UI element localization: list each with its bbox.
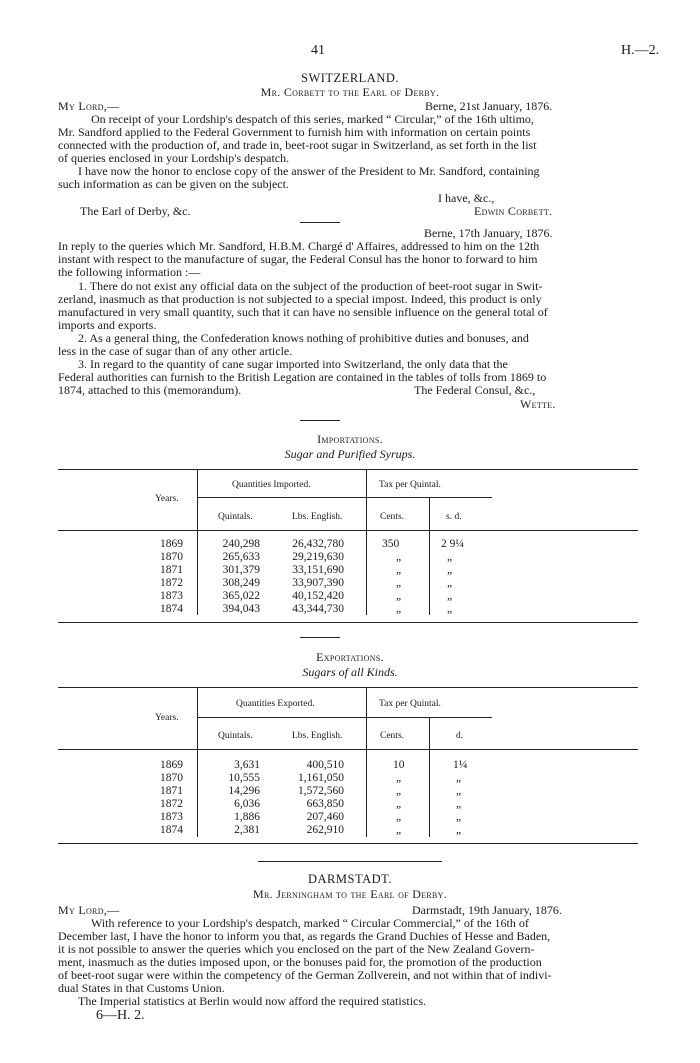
cell-lbs: 43,344,730 (292, 603, 344, 615)
cell-quintals: 365,022 (222, 590, 260, 602)
paragraph-line: connected with the production of, and trade in, beet-root sugar in Switzerland, as set forth in the list (58, 138, 537, 152)
page-number: 41 (311, 43, 325, 58)
place-date: Berne, 17th January, 1876. (424, 226, 553, 240)
cell-sd: „ (447, 603, 453, 615)
signature-mark: 6—H. 2. (96, 1008, 145, 1023)
column-group-tax: Tax per Quintal. (379, 480, 441, 490)
cell-cents: „ (396, 577, 402, 589)
cell-cents: „ (396, 785, 402, 797)
cell-year: 1874 (160, 824, 183, 836)
list-item-line: 1. There do not exist any official data on the subject of the production of beet-root sugar in Swit- (78, 279, 543, 293)
column-header-sd: s. d. (446, 512, 462, 522)
column-group-quantities: Quantities Imported. (232, 480, 311, 490)
cell-year: 1871 (160, 785, 183, 797)
paragraph-line: On receipt of your Lordship's despatch of this series, marked “ Circular,” of the 16th ultimo, (91, 112, 534, 126)
cell-sd: „ (447, 551, 453, 563)
paragraph-line: December last, I have the honor to inform you that, as regards the Grand Duchies of Hesse and Baden, (58, 929, 551, 943)
divider (300, 637, 340, 638)
divider (258, 861, 442, 862)
cell-quintals: 1,886 (234, 811, 260, 823)
document-reference: H.—2. (621, 43, 660, 58)
column-header-quintals: Quintals. (218, 731, 253, 741)
cell-d: „ (456, 772, 462, 784)
list-item-line: imports and exports. (58, 318, 157, 332)
column-group-tax: Tax per Quintal. (379, 699, 441, 709)
column-header-cents: Cents. (380, 731, 405, 741)
cell-cents: „ (396, 824, 402, 836)
paragraph-line: Mr. Sandford applied to the Federal Government to furnish him with information on certain points (58, 125, 531, 139)
cell-quintals: 308,249 (222, 577, 260, 589)
cell-cents: „ (396, 811, 402, 823)
divider (300, 420, 340, 421)
cell-sd: 2 9¼ (441, 538, 464, 550)
cell-year: 1873 (160, 590, 183, 602)
cell-d: „ (456, 785, 462, 797)
cell-lbs: 400,510 (306, 759, 344, 771)
paragraph-line: the following information :— (58, 265, 201, 279)
cell-d: „ (456, 798, 462, 810)
cell-cents: „ (396, 772, 402, 784)
letter-subheading: Mr. Jerningham to the Earl of Derby. (253, 887, 447, 901)
column-header-years: Years. (155, 494, 179, 504)
cell-sd: „ (447, 564, 453, 576)
table-subtitle: Sugar and Purified Syrups. (284, 447, 416, 461)
table-rule (197, 497, 492, 498)
cell-year: 1869 (160, 759, 183, 771)
table-rule (58, 530, 638, 531)
table-subtitle: Sugars of all Kinds. (302, 665, 398, 679)
list-item-line: 1874, attached to this (memorandum). (58, 383, 242, 397)
column-header-quintals: Quintals. (218, 512, 253, 522)
cell-year: 1872 (160, 577, 183, 589)
cell-year: 1871 (160, 564, 183, 576)
paragraph-line: The Imperial statistics at Berlin would now afford the required statistics. (78, 994, 427, 1008)
cell-quintals: 394,043 (222, 603, 260, 615)
paragraph-line: In reply to the queries which Mr. Sandford, H.B.M. Chargé d' Affaires, addressed to him on the 12th (58, 239, 540, 253)
paragraph-line: instant with respect to the manufacture of sugar, the Federal Consul has the honor to forward to him (58, 252, 538, 266)
paragraph-line: I have now the honor to enclose copy of the answer of the President to Mr. Sandford, containing (78, 164, 540, 178)
section-heading-darmstadt: DARMSTADT. (308, 872, 392, 886)
salutation: My Lord,— (58, 99, 120, 113)
cell-year: 1874 (160, 603, 183, 615)
cell-cents: „ (396, 590, 402, 602)
letter-subheading: Mr. Corbett to the Earl of Derby. (260, 85, 440, 99)
cell-lbs: 33,151,690 (292, 564, 344, 576)
paragraph-line: With reference to your Lordship's despatch, marked “ Circular Commercial,” of the 16th of (91, 916, 529, 930)
closing: I have, &c., (438, 191, 495, 205)
cell-cents: „ (396, 603, 402, 615)
table-rule (197, 687, 198, 837)
table-rule (366, 687, 367, 837)
cell-d: „ (456, 824, 462, 836)
table-rule (366, 469, 367, 615)
table-rule (58, 687, 638, 688)
column-header-lbs: Lbs. English. (292, 731, 343, 741)
cell-lbs: 29,219,630 (292, 551, 344, 563)
place-date: Berne, 21st January, 1876. (425, 99, 553, 113)
table-title: Importations. (317, 432, 383, 446)
cell-cents: 10 (393, 759, 405, 771)
cell-year: 1873 (160, 811, 183, 823)
cell-quintals: 301,379 (222, 564, 260, 576)
list-item-line: Federal authorities can furnish to the British Legation are contained in the tables of tolls from 1869 to (58, 370, 547, 384)
cell-d: „ (456, 811, 462, 823)
addressee: The Earl of Derby, &c. (80, 204, 191, 218)
signoff: The Federal Consul, &c., (414, 383, 536, 397)
paragraph-line: ment, inasmuch as the duties imposed upon, or the bonuses paid for, the promotion of the production (58, 955, 542, 969)
cell-quintals: 3,631 (234, 759, 260, 771)
signature: Wette. (520, 397, 556, 411)
cell-sd: „ (447, 577, 453, 589)
column-group-quantities: Quantities Exported. (236, 699, 315, 709)
cell-quintals: 10,555 (228, 772, 260, 784)
list-item-line: manufactured in very small quantity, such that it can have no sensible influence on the general total of (58, 305, 548, 319)
column-header-lbs: Lbs. English. (292, 512, 343, 522)
paragraph-line: of queries enclosed in your Lordship's despatch. (58, 151, 290, 165)
table-rule (429, 497, 430, 615)
list-item-line: 2. As a general thing, the Confederation knows nothing of prohibitive duties and bonuses, and (78, 331, 529, 345)
cell-lbs: 40,152,420 (292, 590, 344, 602)
table-rule (58, 469, 638, 470)
cell-lbs: 26,432,780 (292, 538, 344, 550)
cell-year: 1869 (160, 538, 183, 550)
signature: Edwin Corbett. (474, 204, 553, 218)
cell-year: 1870 (160, 551, 183, 563)
cell-lbs: 1,161,050 (298, 772, 344, 784)
cell-year: 1872 (160, 798, 183, 810)
cell-lbs: 33,907,390 (292, 577, 344, 589)
cell-year: 1870 (160, 772, 183, 784)
cell-lbs: 207,460 (306, 811, 344, 823)
paragraph-line: of beet-root sugar were within the competency of the German Zollverein, and not within that of indivi- (58, 968, 552, 982)
cell-cents: „ (396, 564, 402, 576)
cell-cents: „ (396, 798, 402, 810)
list-item-line: 3. In regard to the quantity of cane sugar imported into Switzerland, the only data that the (78, 357, 508, 371)
cell-lbs: 1,572,560 (298, 785, 344, 797)
table-rule (58, 622, 638, 623)
paragraph-line: such information as can be given on the subject. (58, 177, 289, 191)
section-heading-switzerland: SWITZERLAND. (301, 71, 399, 85)
column-header-d: d. (456, 731, 464, 741)
cell-quintals: 14,296 (228, 785, 260, 797)
cell-lbs: 663,850 (306, 798, 344, 810)
cell-d: 1¼ (453, 759, 468, 771)
cell-quintals: 2,381 (234, 824, 260, 836)
table-rule (58, 749, 638, 750)
list-item-line: zerland, inasmuch as that production is not subjected to a special impost. Indeed, this product is only (58, 292, 542, 306)
cell-sd: „ (447, 590, 453, 602)
table-rule (429, 717, 430, 837)
column-header-years: Years. (155, 713, 179, 723)
cell-quintals: 6,036 (234, 798, 260, 810)
cell-quintals: 240,298 (222, 538, 260, 550)
table-rule (197, 469, 198, 615)
place-date: Darmstadt, 19th January, 1876. (412, 903, 562, 917)
paragraph-line: dual States in that Customs Union. (58, 981, 225, 995)
table-rule (58, 843, 638, 844)
cell-cents: 350 (382, 538, 400, 550)
list-item-line: less in the case of sugar than of any other article. (58, 344, 293, 358)
table-title: Exportations. (316, 650, 384, 664)
salutation: My Lord,— (58, 903, 120, 917)
cell-lbs: 262,910 (306, 824, 344, 836)
paragraph-line: it is not possible to answer the queries which you enclosed on the part of the New Zealand Govern- (58, 942, 535, 956)
table-rule (197, 717, 492, 718)
column-header-cents: Cents. (380, 512, 405, 522)
divider (300, 222, 340, 223)
cell-cents: „ (396, 551, 402, 563)
cell-quintals: 265,633 (222, 551, 260, 563)
